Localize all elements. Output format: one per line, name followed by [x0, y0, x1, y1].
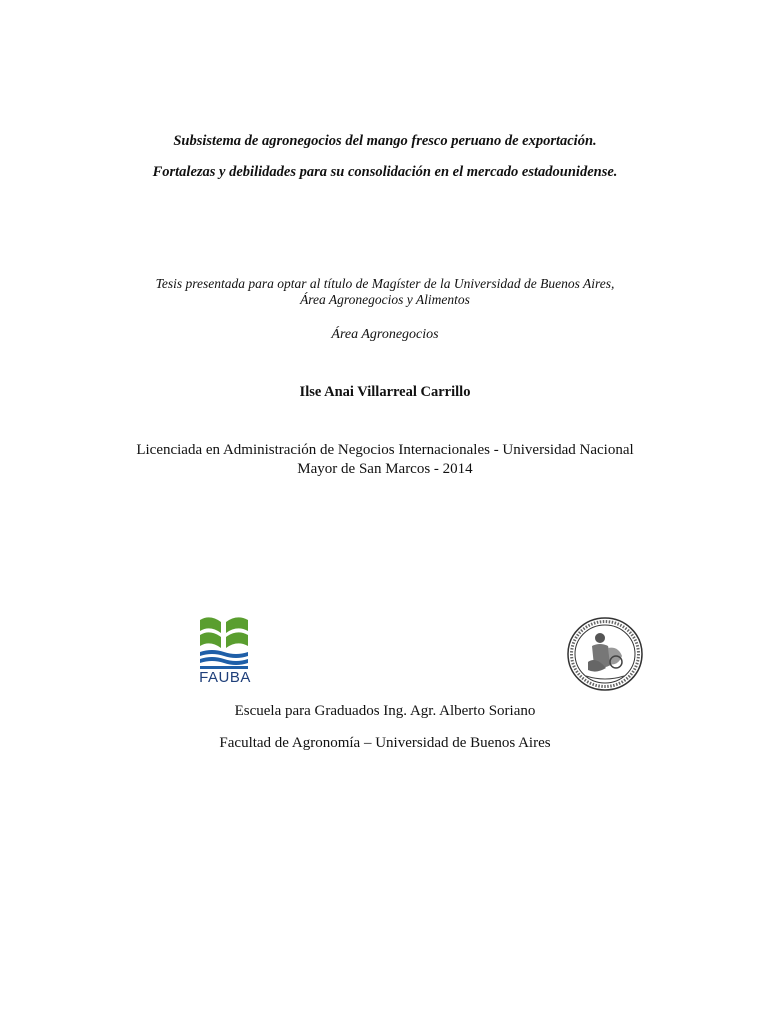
uba-seal: [566, 616, 644, 692]
fauba-logo: [196, 616, 254, 688]
school-name: Escuela para Graduados Ing. Agr. Alberto Soriano: [234, 703, 536, 719]
uba-seal-graphic: [566, 616, 644, 692]
degree-line-2: Mayor de San Marcos - 2014: [297, 461, 473, 477]
degree-line-1: Licenciada en Administración de Negocios Internacionales - Universidad Nacional: [136, 442, 634, 458]
title-line-2: Fortalezas y debilidades para su consolidación en el mercado estadounidense.: [152, 164, 618, 180]
fauba-logo-text: FAUBA: [199, 669, 251, 686]
area-label: Área Agronegocios: [331, 327, 439, 342]
thesis-statement-line-1: Tesis presentada para optar al título de Magíster de la Universidad de Buenos Aires,: [155, 276, 615, 291]
thesis-statement-line-2: Área Agronegocios y Alimentos: [300, 292, 470, 307]
author-name: Ilse Anai Villarreal Carrillo: [299, 384, 471, 400]
title-line-1: Subsistema de agronegocios del mango fresco peruano de exportación.: [173, 133, 597, 149]
faculty-name: Facultad de Agronomía – Universidad de Buenos Aires: [219, 735, 551, 751]
